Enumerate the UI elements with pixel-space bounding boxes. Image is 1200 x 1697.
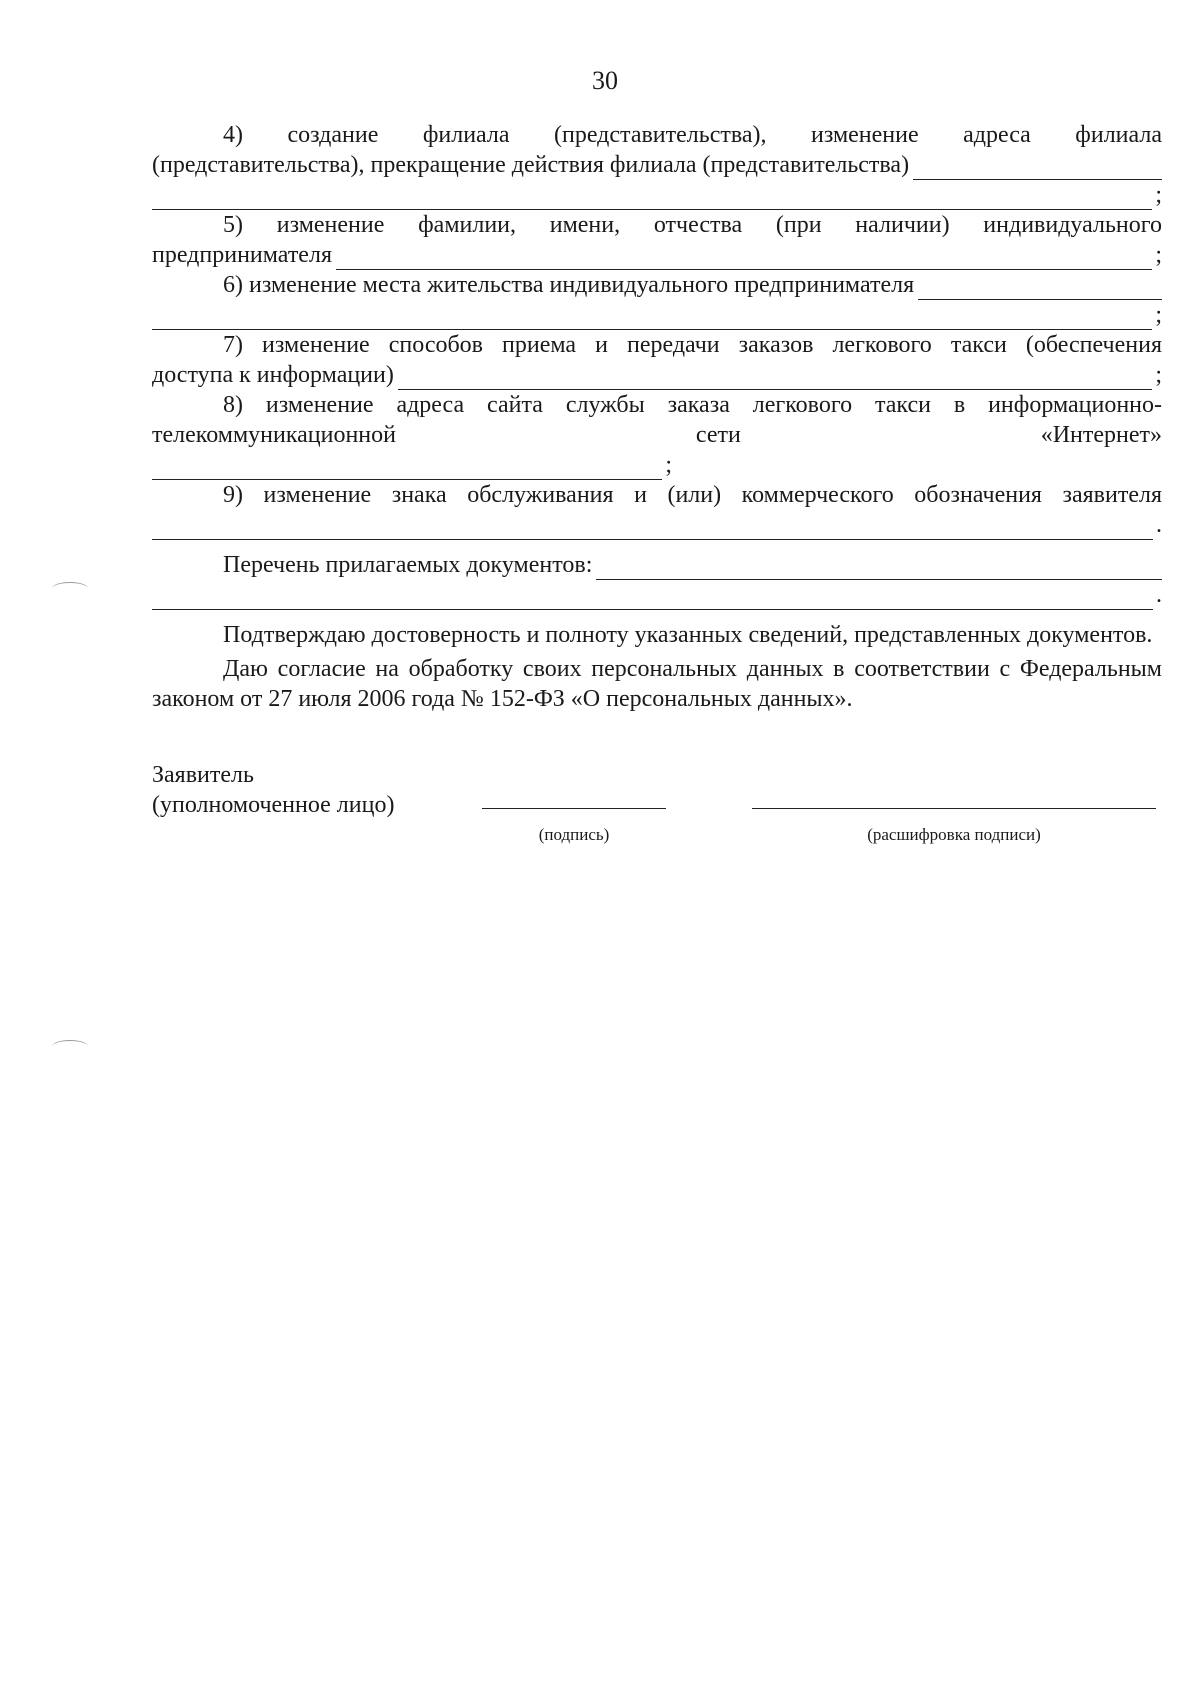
signature-field[interactable] — [482, 808, 666, 809]
item-4-line-2-row — [152, 150, 1162, 180]
scan-mark — [52, 1040, 88, 1053]
item-4-line-2: (представительства), прекращение действия филиала (представительства) — [152, 152, 910, 178]
applicant-label: Заявитель — [152, 762, 254, 788]
item-6-fill-field[interactable] — [918, 279, 1162, 300]
documents-line-2-row — [152, 580, 1162, 610]
signature-decode-field[interactable] — [752, 808, 1156, 809]
page-number: 30 — [592, 66, 618, 95]
semicolon: ; — [1155, 362, 1162, 388]
item-5-line-2-row — [152, 240, 1162, 270]
item-7-fill-field[interactable] — [398, 369, 1152, 390]
documents-fill-field[interactable] — [596, 559, 1162, 580]
confirm-paragraph: Подтверждаю достоверность и полноту указанных сведений, представленных документов. — [223, 622, 1153, 648]
semicolon: ; — [1155, 302, 1162, 328]
item-8-line-2: телекоммуникационной сети «Интернет» — [152, 422, 1162, 448]
applicant-label-block — [152, 760, 394, 820]
item-6-line-1-row — [152, 270, 1162, 300]
documents-label: Перечень прилагаемых документов: — [223, 552, 593, 578]
item-9-fill-field[interactable] — [152, 519, 1153, 540]
semicolon: ; — [1155, 242, 1162, 268]
period: . — [1156, 582, 1162, 608]
consent-paragraph: Даю согласие на обработку своих персональных данных в соответствии с Федеральным законом от 27 июля 2006 года № 152-ФЗ «О персональных данных». — [152, 656, 1162, 712]
item-6-line-2-row — [152, 300, 1162, 330]
documents-row — [152, 550, 1162, 580]
item-4-line-1: 4) создание филиала (представительства), изменение адреса филиала — [223, 122, 1162, 148]
item-7-line-2-row — [152, 360, 1162, 390]
item-8-fill-field[interactable] — [152, 459, 662, 480]
item-5-line-2: предпринимателя — [152, 242, 332, 268]
signature-caption: (подпись) — [538, 825, 610, 844]
item-7-line-1: 7) изменение способов приема и передачи заказов легкового такси (обеспечения — [223, 332, 1162, 358]
item-6-fill-field-2[interactable] — [152, 309, 1152, 330]
item-9-line-2-row — [152, 510, 1162, 540]
form-body — [152, 120, 1162, 844]
period: . — [1156, 512, 1162, 538]
semicolon: ; — [1155, 182, 1162, 208]
documents-fill-field-2[interactable] — [152, 589, 1153, 610]
signature-block — [152, 760, 1162, 844]
item-5-fill-field[interactable] — [336, 249, 1152, 270]
item-7-line-2: доступа к информации) — [152, 362, 394, 388]
item-8-line-1: 8) изменение адреса сайта службы заказа легкового такси в информационно- — [223, 392, 1162, 418]
item-4-line-3-row — [152, 180, 1162, 210]
authorized-person-label: (уполномоченное лицо) — [152, 792, 395, 818]
item-5-line-1: 5) изменение фамилии, имени, отчества (при наличии) индивидуального — [223, 212, 1162, 238]
scan-mark — [52, 582, 88, 595]
item-4-fill-field[interactable] — [913, 159, 1162, 180]
item-8-line-3-row — [152, 450, 672, 480]
semicolon: ; — [665, 452, 672, 478]
item-9-line-1: 9) изменение знака обслуживания и (или) коммерческого обозначения заявителя — [223, 482, 1162, 508]
signature-decode-caption: (расшифровка подписи) — [867, 825, 1041, 844]
item-4-fill-field-2[interactable] — [152, 189, 1152, 210]
item-6-line-1: 6) изменение места жительства индивидуального предпринимателя — [223, 272, 915, 298]
